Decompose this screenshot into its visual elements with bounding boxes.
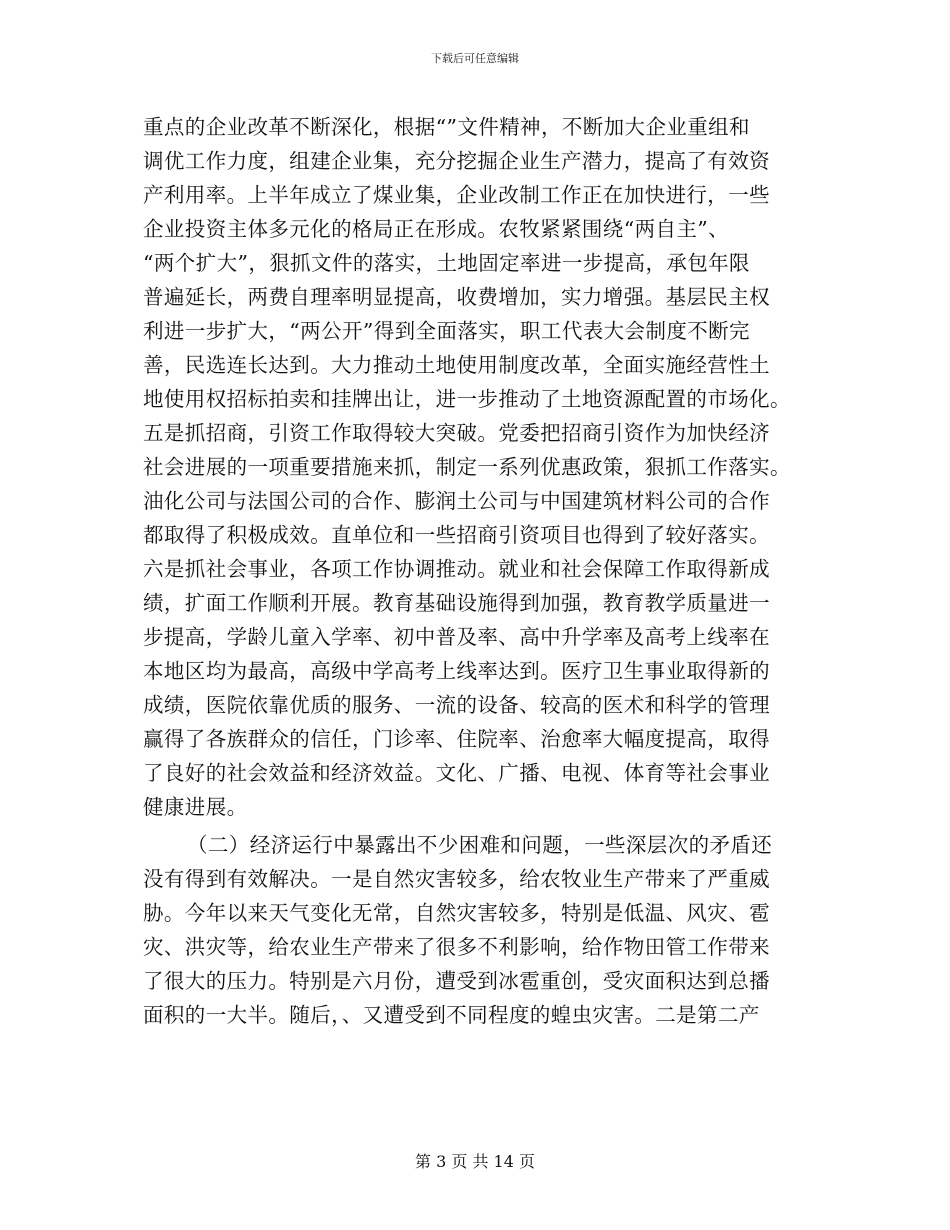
text-line: 都取得了积极成效。直单位和一些招商引资项目也得到了较好落实。 [143, 523, 770, 547]
text-line: 灾、洪灾等，给农业生产带来了很多不利影响，给作物田管工作带来 [143, 935, 770, 959]
text-line: 六是抓社会事业，各项工作协调推动。就业和社会保障工作取得新成 [143, 557, 770, 581]
text-line: 善，民选连长达到。大力推动土地使用制度改革，全面实施经营性土 [143, 353, 770, 377]
text-line: 利进一步扩大，“两公开”得到全面落实，职工代表大会制度不断完 [143, 319, 750, 343]
document-body [143, 110, 813, 1032]
text-line: 步提高，学龄儿童入学率、初中普及率、高中升学率及高考上线率在 [143, 625, 770, 649]
text-line: 胁。今年以来天气变化无常，自然灾害较多，特别是低温、风灾、雹 [143, 901, 770, 925]
text-line: 面积的一大半。随后，、又遭受到不同程度的蝗虫灾害。二是第二产 [143, 1003, 760, 1027]
text-line: 地使用权招标拍卖和挂牌出让，进一步推动了土地资源配置的市场化。 [143, 387, 791, 411]
text-line: 调优工作力度，组建企业集，充分挖掘企业生产潜力，提高了有效资 [143, 149, 770, 173]
text-line: 五是抓招商，引资工作取得较大突破。党委把招商引资作为加快经济 [143, 421, 770, 445]
text-line: “两个扩大”，狠抓文件的落实，土地固定率进一步提高，承包年限 [143, 251, 750, 275]
text-line: 本地区均为最高，高级中学高考上线率达到。医疗卫生事业取得新的 [143, 659, 770, 683]
text-line: 没有得到有效解决。一是自然灾害较多，给农牧业生产带来了严重威 [143, 867, 770, 891]
page-number-footer: 第 3 页 共 14 页 [415, 1152, 535, 1171]
text-line: 产利用率。上半年成立了煤业集，企业改制工作正在加快进行，一些 [143, 183, 770, 207]
text-line: 了良好的社会效益和经济效益。文化、广播、电视、体育等社会事业 [143, 761, 770, 785]
text-line: 赢得了各族群众的信任，门诊率、住院率、治愈率大幅度提高，取得 [143, 727, 770, 751]
text-line: 油化公司与法国公司的合作、膨润土公司与中国建筑材料公司的合作 [143, 489, 770, 513]
text-line: 社会进展的一项重要措施来抓，制定一系列优惠政策，狠抓工作落实。 [143, 455, 791, 479]
paragraph-start-line: （二）经济运行中暴露出不少困难和问题，一些深层次的矛盾还 [187, 833, 773, 857]
text-line: 普遍延长，两费自理率明显提高，收费增加，实力增强。基层民主权 [143, 285, 770, 309]
page-header: 下载后可任意编辑 [431, 52, 519, 65]
text-line: 了很大的压力。特别是六月份，遭受到冰雹重创，受灾面积达到总播 [143, 969, 770, 993]
text-line: 健康进展。 [143, 795, 248, 819]
text-line: 重点的企业改革不断深化，根据“”文件精神，不断加大企业重组和 [143, 115, 750, 139]
text-line: 绩，扩面工作顺利开展。教育基础设施得到加强，教育教学质量进一 [143, 591, 770, 615]
text-line: 企业投资主体多元化的格局正在形成。农牧紧紧围绕“两自主”、 [143, 217, 730, 241]
text-line: 成绩，医院依靠优质的服务、一流的设备、较高的医术和科学的管理 [143, 693, 770, 717]
